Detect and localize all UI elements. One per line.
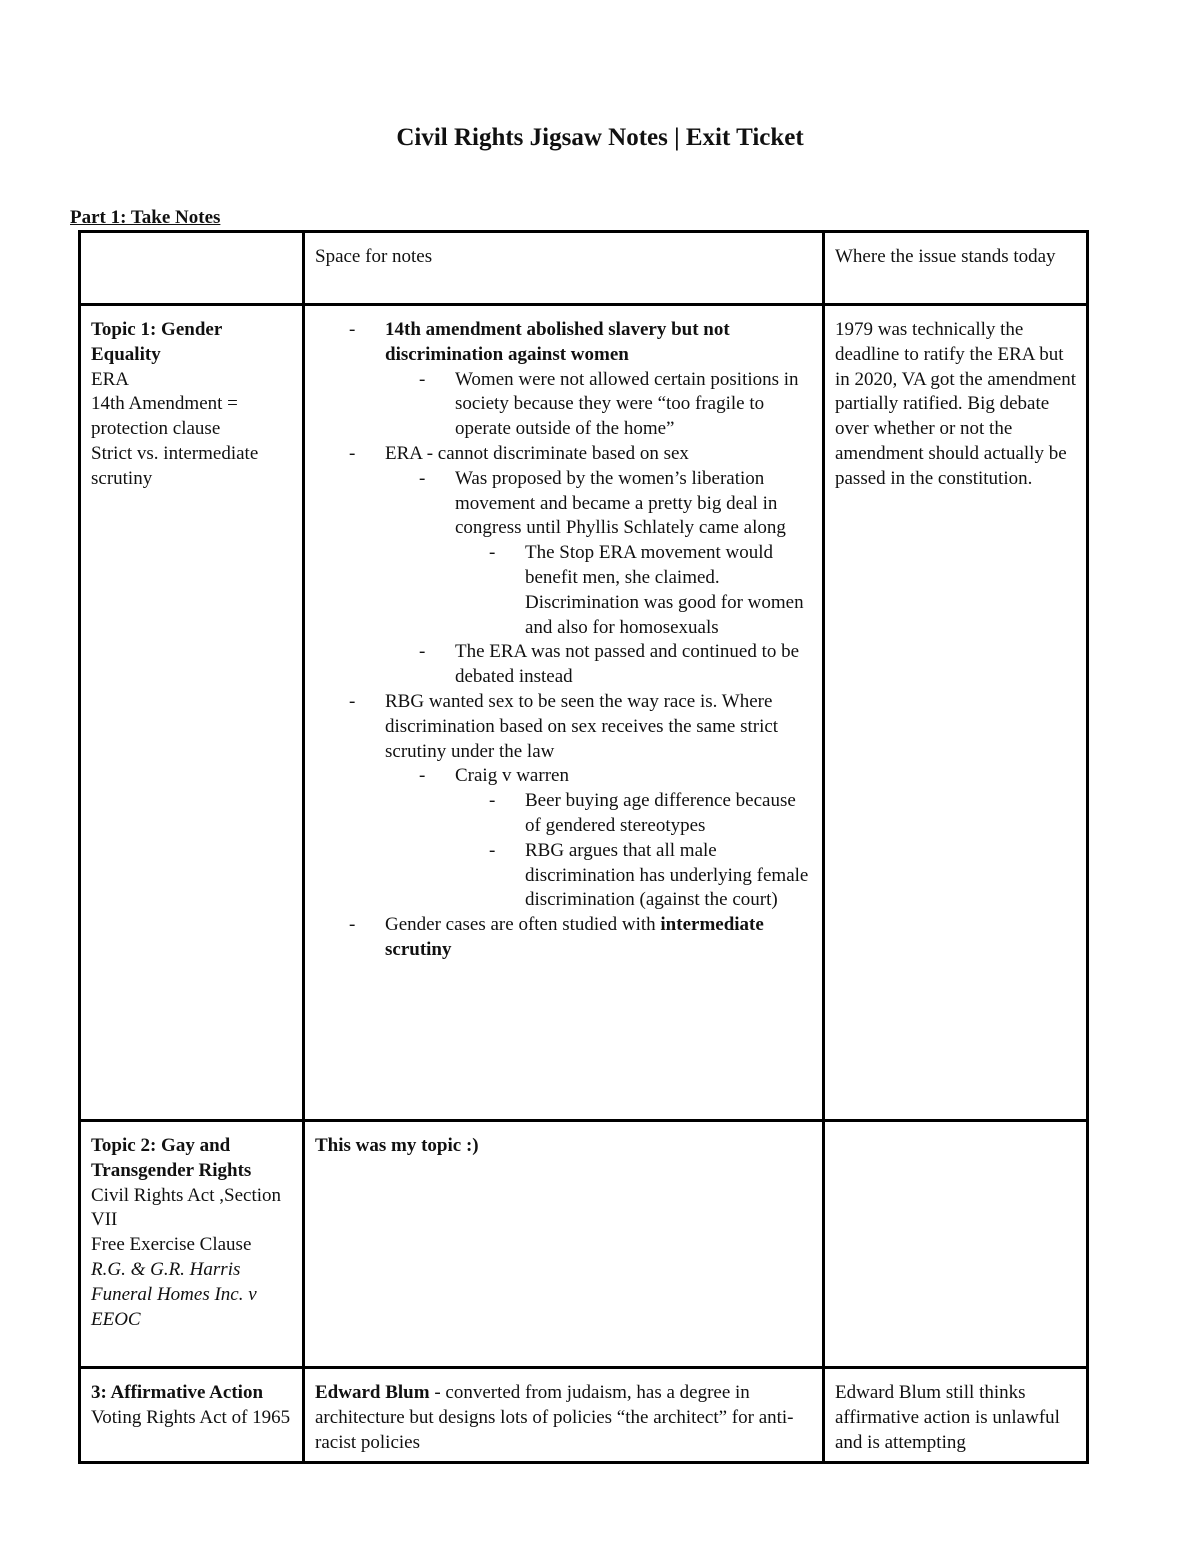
note-item: - ERA - cannot discriminate based on sex - Was proposed by the women’s liberation movement and became a pretty big deal in congress until Phyllis Schlately came along - The Stop ERA movement would benefit men, she claimed. Discrimination was good for women and also for homosexuals - The ERA was not passed and continued to be debated instead: [385, 442, 813, 690]
topic1-today-cell: 1979 was technically the deadline to ratify the ERA but in 2020, VA got the amendment partially ratified. Big debate over whether or not the amendment should actually be passed in the constitution.: [824, 305, 1088, 1121]
header-topic-cell: [80, 232, 304, 305]
topic2-label: Topic 2: Gay and Transgender Rights: [91, 1135, 252, 1181]
topic1-detail: ERA: [91, 368, 129, 390]
note-item: - Craig v warren - Beer buying age difference because of gendered stereotypes - RBG argues that all male discrimination has underlying female discrimination (against the court): [455, 764, 813, 913]
note-item: - 14th amendment abolished slavery but not discrimination against women - Women were not allowed certain positions in society because they were “too fragile to operate outside of the home”: [385, 318, 813, 442]
note-item: - Women were not allowed certain positions in society because they were “too fragile to operate outside of the home”: [455, 368, 813, 442]
topic2-cell: [80, 1121, 304, 1368]
topic3-notes-cell: [304, 1368, 824, 1463]
topic3-label: 3: Affirmative Action: [91, 1382, 264, 1403]
topic1-detail: 14th Amendment = protection clause: [91, 393, 238, 440]
topic3-notes-name: Edward Blum: [315, 1382, 430, 1403]
topic1-notes-list: [315, 318, 813, 963]
topic1-notes-cell: [304, 305, 824, 1121]
topic2-detail: Civil Rights Act ,Section VII: [91, 1184, 282, 1231]
part-heading: Part 1: Take Notes: [70, 207, 221, 228]
note-item: - The ERA was not passed and continued to be debated instead: [455, 640, 813, 690]
header-today-cell: Where the issue stands today: [824, 232, 1088, 305]
topic2-detail: Free Exercise Clause: [91, 1234, 252, 1256]
topic1-detail: Strict vs. intermediate scrutiny: [91, 442, 259, 489]
table-row-topic1: [80, 305, 1088, 1121]
topic1-cell: [80, 305, 304, 1121]
table-row-topic3: [80, 1368, 1088, 1463]
header-notes-cell: Space for notes: [304, 232, 824, 305]
topic1-label: Topic 1: Gender Equality: [91, 319, 222, 365]
table-row-topic2: [80, 1121, 1088, 1368]
document-title: Civil Rights Jigsaw Notes | Exit Ticket: [396, 124, 804, 151]
topic2-today-cell: [824, 1121, 1088, 1368]
note-item: - The Stop ERA movement would benefit men, she claimed. Discrimination was good for women and also for homosexuals: [525, 541, 813, 640]
note-item: - Beer buying age difference because of gendered stereotypes: [525, 789, 813, 839]
note-item: - RBG argues that all male discrimination has underlying female discrimination (against the court): [525, 839, 813, 913]
topic2-case: R.G. & G.R. Harris Funeral Homes Inc. v EEOC: [91, 1258, 257, 1330]
notes-table: [78, 230, 1089, 1464]
note-item: - Was proposed by the women’s liberation movement and became a pretty big deal in congress until Phyllis Schlately came along - The Stop ERA movement would benefit men, she claimed. Discrimination was good for women and also for homosexuals: [455, 467, 813, 641]
topic3-today-cell: Edward Blum still thinks affirmative action is unlawful and is attempting: [824, 1368, 1088, 1463]
topic3-notes-text: - converted from judaism, has a degree in architecture but designs lots of policies “the architect” for anti-racist policies: [315, 1382, 794, 1453]
topic2-notes-cell: This was my topic :): [304, 1121, 824, 1368]
note-item: - Gender cases are often studied with intermediate scrutiny: [385, 913, 813, 963]
table-header-row: [80, 232, 1088, 305]
note-item: - RBG wanted sex to be seen the way race is. Where discrimination based on sex receives the same strict scrutiny under the law - Craig v warren - Beer buying age difference because of gendered stereotypes - RBG argues that all male discrimination has underlying female discrimination (against the court): [385, 690, 813, 913]
topic3-cell: [80, 1368, 304, 1463]
topic3-detail: Voting Rights Act of 1965: [91, 1406, 291, 1428]
